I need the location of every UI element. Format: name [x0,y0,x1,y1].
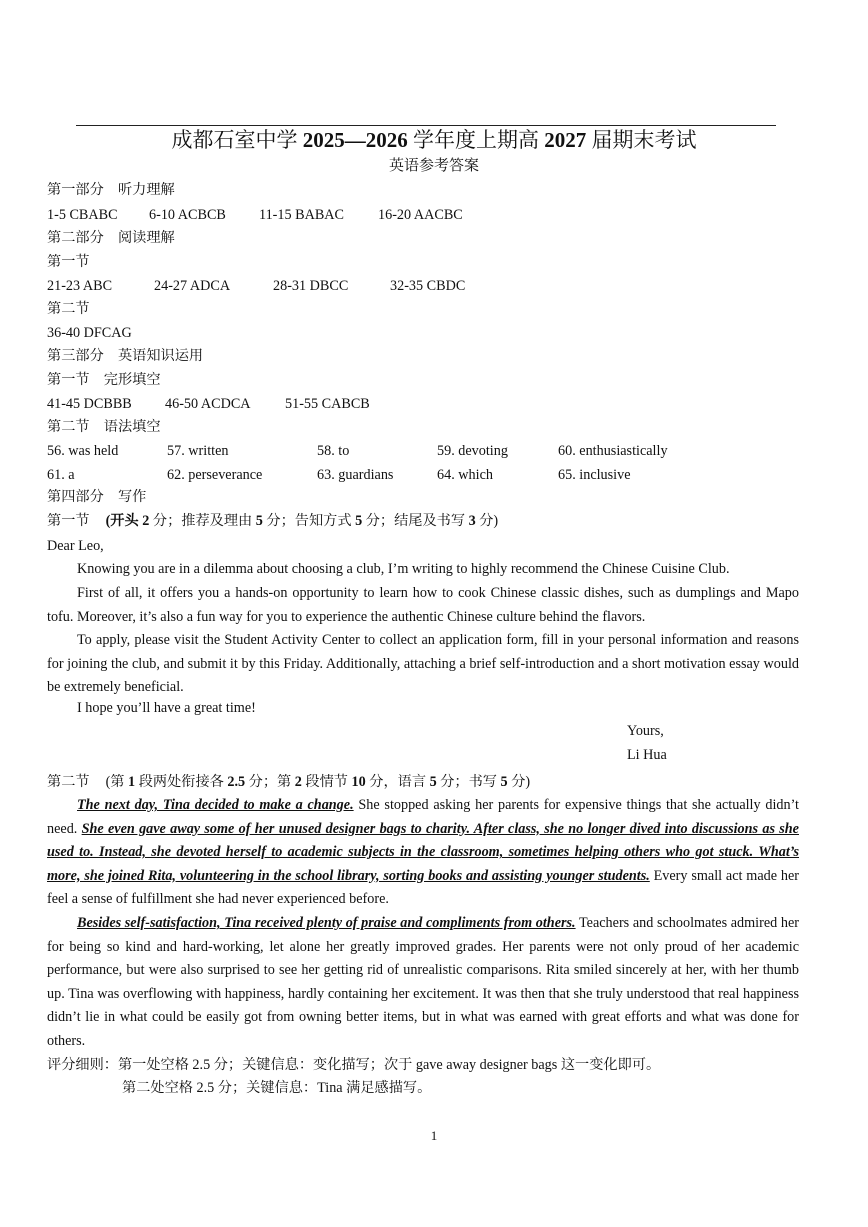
answer-group: 28-31 DBCC [273,278,349,294]
answer-group: 32-35 CBDC [390,278,466,294]
grammar-row-1 [47,441,668,461]
answer-group: 51-55 CABCB [285,396,370,412]
grammar-answer: 56. was held [47,443,119,459]
answer-group: 41-45 DCBBB [47,396,132,412]
part1-heading: 第一部分 听力理解 [47,182,175,198]
part3-sec1-answers [47,394,370,414]
grammar-answer: 63. guardians [317,467,394,483]
part3-sec2-heading: 第二节 语法填空 [47,419,161,435]
part2-sec1-answers [47,276,465,296]
page-number: 1 [430,1128,438,1143]
page-title: 成都石室中学 2025—2026 学年度上期高 2027 届期末考试 [171,128,697,152]
answer-group: 16-20 AACBC [378,207,463,223]
grammar-answer: 62. perseverance [167,467,263,483]
answer-group: 1-5 CBABC [47,207,118,223]
grammar-answer: 65. inclusive [558,467,631,483]
grammar-answer: 58. to [317,443,350,459]
answer-group: 46-50 ACDCA [165,396,251,412]
letter-paragraph: Knowing you are in a dilemma about choosing a club, I’m writing to highly recommend the Chinese Cuisine Club. [77,561,730,577]
part2-sec2-answers: 36-40 DFCAG [47,325,132,341]
part2-sec1-heading: 第一节 [47,254,90,270]
grammar-answer: 64. which [437,467,493,483]
letter-paragraph: To apply, please visit the Student Activity Center to collect an application form, fill in your personal information and reasons for joining the club, and submit it by this Friday. Additionally, attaching a brief self-introduction and a short motivation essay would be extremely beneficial. [47,632,799,696]
grammar-answer: 57. written [167,443,229,459]
scoring-note: 第二处空格 2.5 分；关键信息：Tina 满足感描写。 [122,1080,432,1096]
part2-heading: 第二部分 阅读理解 [47,230,175,246]
page-subtitle: 英语参考答案 [388,158,479,174]
answer-group: 24-27 ADCA [154,278,231,294]
grammar-answer: 60. enthusiastically [558,443,668,459]
part3-heading: 第三部分 英语知识运用 [47,348,204,364]
answer-group: 11-15 BABAC [259,207,344,223]
letter-signature: Li Hua [627,747,667,763]
letter-closing: Yours, [627,723,664,739]
letter-greeting: Dear Leo, [47,538,104,554]
part2-sec2-heading: 第二节 [47,301,90,317]
part4-sec1-heading: 第一节 (开头 2 分；推荐及理由 5 分；告知方式 5 分；结尾及书写 3 分) [47,513,499,529]
letter-paragraph: I hope you’ll have a great time! [77,700,256,716]
letter-paragraph: First of all, it offers you a hands-on opportunity to learn how to cook Chinese classic dishes, such as dumplings and Mapo tofu. Moreover, it’s also a fun way for you to experience the authentic Chinese culture behind the flavors. [47,585,799,625]
scoring-note: 评分细则：第一处空格 2.5 分；关键信息：变化描写；次于 gave away designer bags 这一变化即可。 [47,1057,661,1073]
part4-heading: 第四部分 写作 [47,489,147,505]
answer-group: 6-10 ACBCB [149,207,226,223]
answer-group: 21-23 ABC [47,278,113,294]
grammar-answer: 59. devoting [437,443,508,459]
part4-sec2-heading: 第二节 (第 1 段两处衔接各 2.5 分；第 2 段情节 10 分，语言 5 分；书写 5 分) [47,774,531,790]
part3-sec1-heading: 第一节 完形填空 [47,372,161,388]
story-paragraph: The next day, Tina decided to make a change. She stopped asking her parents for expensive things that she actually didn’t need. She even gave away some of her unused designer bags to charity. After class, she no longer dived into discussions as she used to. Instead, she devoted herself to academic subjects in the classroom, sometimes helping others who got stuck. What’s more, she joined Rita, volunteering in the school library, sorting books and assisting younger students. Every small act made her feel a sense of fulfillment she had never experienced before. [47,797,799,908]
grammar-answer: 61. a [47,467,75,483]
grammar-row-2 [47,465,631,485]
part1-answers [47,205,463,225]
story-paragraph: Besides self-satisfaction, Tina received plenty of praise and compliments from others. Teachers and schoolmates admired her for being so kind and hard-working, let alone her greatly improved grades. Her parents were not only proud of her academic performance, but were also surprised to see her getting rid of unrealistic comparisons. Rita smiled sincerely at her, with her thumb up. Tina was overflowing with happiness, hardly containing her excitement. It was then that she truly understood that real happiness didn’t lie in what could be easily got from owning better items, but in what was earned with great efforts and what was done for others. [47,915,799,1049]
